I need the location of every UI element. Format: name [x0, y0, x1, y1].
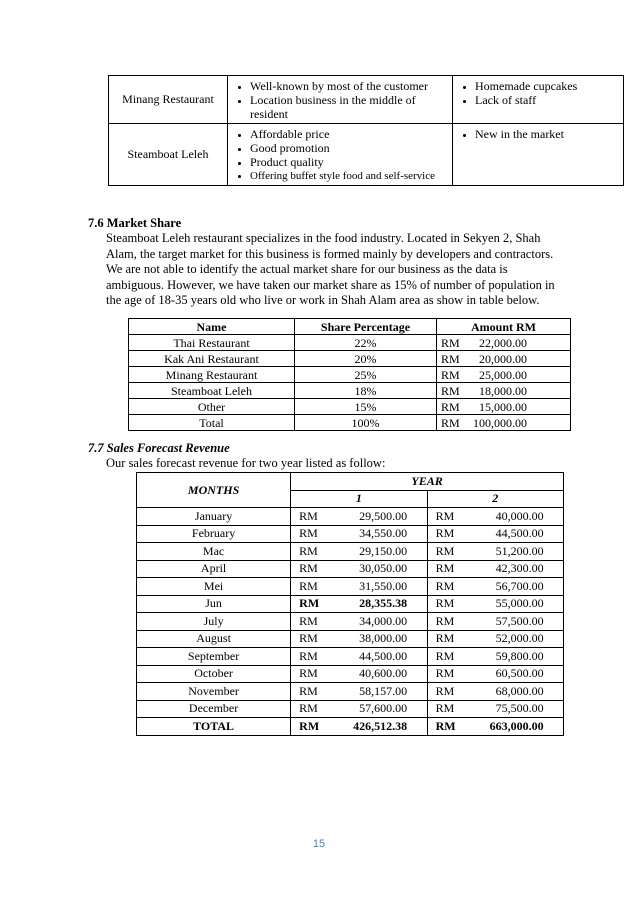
strengths-list	[228, 124, 452, 185]
table-row: Mac RM 29,150.00 RM 51,200.00	[137, 543, 564, 561]
table-row: Jun RM 28,355.38 RM 55,000.00	[137, 595, 564, 613]
table-header-row	[137, 473, 564, 491]
table-row: Thai Restaurant 22% RM 22,000.00	[129, 335, 571, 351]
table-row: February RM 34,550.00 RM 44,500.00	[137, 525, 564, 543]
page-number: 15	[312, 838, 326, 850]
list-item: • Good promotion	[250, 141, 448, 155]
table-row: April RM 30,050.00 RM 42,300.00	[137, 560, 564, 578]
month-cell: October	[137, 665, 291, 683]
year-header: YEAR	[291, 473, 564, 491]
table-row: December RM 57,600.00 RM 75,500.00	[137, 700, 564, 718]
sales-forecast-intro: Our sales forecast revenue for two year listed as follow:	[106, 456, 386, 470]
table-row: September RM 44,500.00 RM 59,800.00	[137, 648, 564, 666]
list-item: • Affordable price	[250, 127, 448, 141]
table-row: October RM 40,600.00 RM 60,500.00	[137, 665, 564, 683]
month-cell: Mac	[137, 543, 291, 561]
table-header-row	[129, 319, 571, 335]
month-cell: Jun	[137, 595, 291, 613]
section-heading-sales-forecast: 7.7 Sales Forecast Revenue	[88, 441, 230, 455]
table-row: January RM 29,500.00 RM 40,000.00	[137, 508, 564, 526]
list-item: • Homemade cupcakes	[475, 79, 619, 93]
table-row: Mei RM 31,550.00 RM 56,700.00	[137, 578, 564, 596]
year-2-header: 2	[427, 490, 563, 508]
table-row: Steamboat Leleh 18% RM 18,000.00	[129, 383, 571, 399]
list-item: • Well-known by most of the customer	[250, 79, 448, 93]
column-header: Amount RM	[437, 319, 571, 335]
month-cell: April	[137, 560, 291, 578]
weaknesses-list	[453, 124, 623, 143]
month-cell: Mei	[137, 578, 291, 596]
column-header: Share Percentage	[295, 319, 437, 335]
competitor-name: Minang Restaurant	[109, 76, 228, 124]
competitor-name: Steamboat Leleh	[109, 124, 228, 186]
table-row: Minang Restaurant 25% RM 25,000.00	[129, 367, 571, 383]
sales-forecast-table	[136, 472, 564, 736]
market-share-paragraph: Steamboat Leleh restaurant specializes in the food industry. Located in Sekyen 2, Shah Alam, the target market for this business is formed mainly by developers and contractors. We are not able to identify the actual market share for our business as the data is ambiguous. However, we have taken our market share as 15% of number of population in the age of 18-35 years old who live or work in Shah Alam area as show in table below.	[106, 231, 555, 307]
month-cell: January	[137, 508, 291, 526]
total-label: TOTAL	[137, 718, 291, 736]
list-item: • Product quality	[250, 155, 448, 169]
section-heading-market-share: 7.6 Market Share	[88, 216, 182, 230]
months-header: MONTHS	[137, 473, 291, 508]
table-row	[109, 124, 624, 186]
table-row	[109, 76, 624, 124]
month-cell: November	[137, 683, 291, 701]
month-cell: December	[137, 700, 291, 718]
table-row: August RM 38,000.00 RM 52,000.00	[137, 630, 564, 648]
table-row-total: Total 100% RM 100,000.00	[129, 415, 571, 431]
strengths-list	[228, 76, 452, 123]
month-cell: September	[137, 648, 291, 666]
weaknesses-list	[453, 76, 623, 109]
market-share-table	[128, 318, 571, 431]
table-row: July RM 34,000.00 RM 57,500.00	[137, 613, 564, 631]
month-cell: February	[137, 525, 291, 543]
competitor-table	[108, 75, 624, 186]
column-header: Name	[129, 319, 295, 335]
table-row: Other 15% RM 15,000.00	[129, 399, 571, 415]
table-row-total: TOTAL RM 426,512.38 RM 663,000.00	[137, 718, 564, 736]
list-item: • Offering buffet style food and self-service	[250, 169, 448, 183]
month-cell: August	[137, 630, 291, 648]
table-row: Kak Ani Restaurant 20% RM 20,000.00	[129, 351, 571, 367]
list-item: • Location business in the middle of resident	[250, 93, 448, 121]
month-cell: July	[137, 613, 291, 631]
year-1-header: 1	[291, 490, 427, 508]
list-item: • Lack of staff	[475, 93, 619, 107]
table-row: November RM 58,157.00 RM 68,000.00	[137, 683, 564, 701]
list-item: • New in the market	[475, 127, 619, 141]
